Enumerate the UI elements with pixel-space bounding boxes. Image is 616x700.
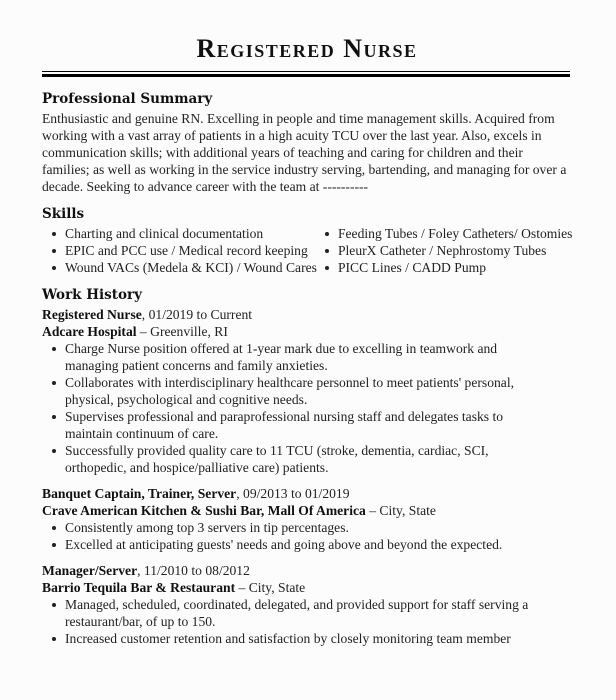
job-title-line [42, 562, 577, 579]
job-title: Registered Nurse [42, 307, 142, 322]
job-dates: , 09/2013 to 01/2019 [236, 486, 350, 501]
work-history-section [42, 286, 577, 647]
job-entry [42, 306, 577, 476]
skill-item: Wound VACs (Medela & KCI) / Wound Cares [52, 259, 317, 276]
divider-thin-line [42, 71, 570, 72]
job-employer: Adcare Hospital [42, 324, 137, 339]
job-employer-line [42, 323, 577, 340]
skills-list-left [52, 225, 317, 276]
job-bullets [52, 340, 552, 476]
job-entry [42, 562, 577, 647]
job-bullet: Managed, scheduled, coordinated, delegated, and provided support for staff serving a restaurant/bar, of up to 150. [52, 596, 552, 630]
job-employer-line [42, 502, 577, 519]
job-employer: Barrio Tequila Bar & Restaurant [42, 580, 236, 595]
skills-grid [42, 225, 582, 276]
job-employer-line [42, 579, 577, 596]
skills-section [42, 205, 577, 276]
resume-content [42, 90, 577, 657]
job-location: – Greenville, RI [136, 324, 228, 339]
job-entry [42, 485, 577, 553]
skills-list-right [325, 225, 582, 276]
resume-title: Registered Nurse [196, 34, 418, 63]
skill-item: Feeding Tubes / Foley Catheters/ Ostomies [325, 225, 582, 242]
skill-item: PleurX Catheter / Nephrostomy Tubes [325, 242, 582, 259]
professional-summary-heading: Professional Summary [42, 91, 213, 107]
professional-summary-text: Enthusiastic and genuine RN. Excelling in people and time management skills. Acquired from working with a vast array of patients in a high acuity TCU over the last year. Also, excels in communication skills; with additional years of teaching and caring for children and their families; as well as working in the service industry serving, bartending, and managing for over a decade. Seeking to advance career with the team at ---------- [42, 111, 567, 194]
job-location: – City, State [235, 580, 306, 595]
job-dates: , 01/2019 to Current [141, 307, 253, 322]
job-bullets [52, 519, 552, 553]
job-bullet: Charge Nurse position offered at 1-year mark due to excelling in teamwork and managing patient concerns and family anxieties. [52, 340, 552, 374]
job-bullet: Increased customer retention and satisfaction by closely monitoring team member [52, 630, 552, 647]
job-dates: , 11/2010 to 08/2012 [137, 563, 250, 578]
job-title: Manager/Server [42, 563, 138, 578]
job-bullet: Supervises professional and paraprofessional nursing staff and delegates tasks to maintain continuum of care. [52, 408, 552, 442]
skills-heading: Skills [42, 206, 85, 222]
job-bullet: Successfully provided quality care to 11 TCU (stroke, dementia, cardiac, SCI, orthopedic, and hospice/palliative care) patients. [52, 442, 552, 476]
job-bullet: Collaborates with interdisciplinary healthcare personnel to meet patients' personal, physical, psychological and cognitive needs. [52, 374, 552, 408]
skill-item: EPIC and PCC use / Medical record keeping [52, 242, 317, 259]
work-history-heading: Work History [42, 287, 142, 303]
title-divider [42, 71, 570, 78]
job-bullet: Excelled at anticipating guests' needs and going above and beyond the expected. [52, 536, 552, 553]
job-title: Banquet Captain, Trainer, Server [42, 486, 237, 501]
job-title-line [42, 485, 577, 502]
skill-item: Charting and clinical documentation [52, 225, 317, 242]
job-title-line [42, 306, 577, 323]
professional-summary-section [42, 90, 577, 195]
job-bullet: Consistently among top 3 servers in tip percentages. [52, 519, 552, 536]
job-employer: Crave American Kitchen & Sushi Bar, Mall Of America [42, 503, 366, 518]
divider-thick-line [42, 74, 570, 77]
job-location: – City, State [365, 503, 436, 518]
skill-item: PICC Lines / CADD Pump [325, 259, 582, 276]
job-bullets [52, 596, 552, 647]
